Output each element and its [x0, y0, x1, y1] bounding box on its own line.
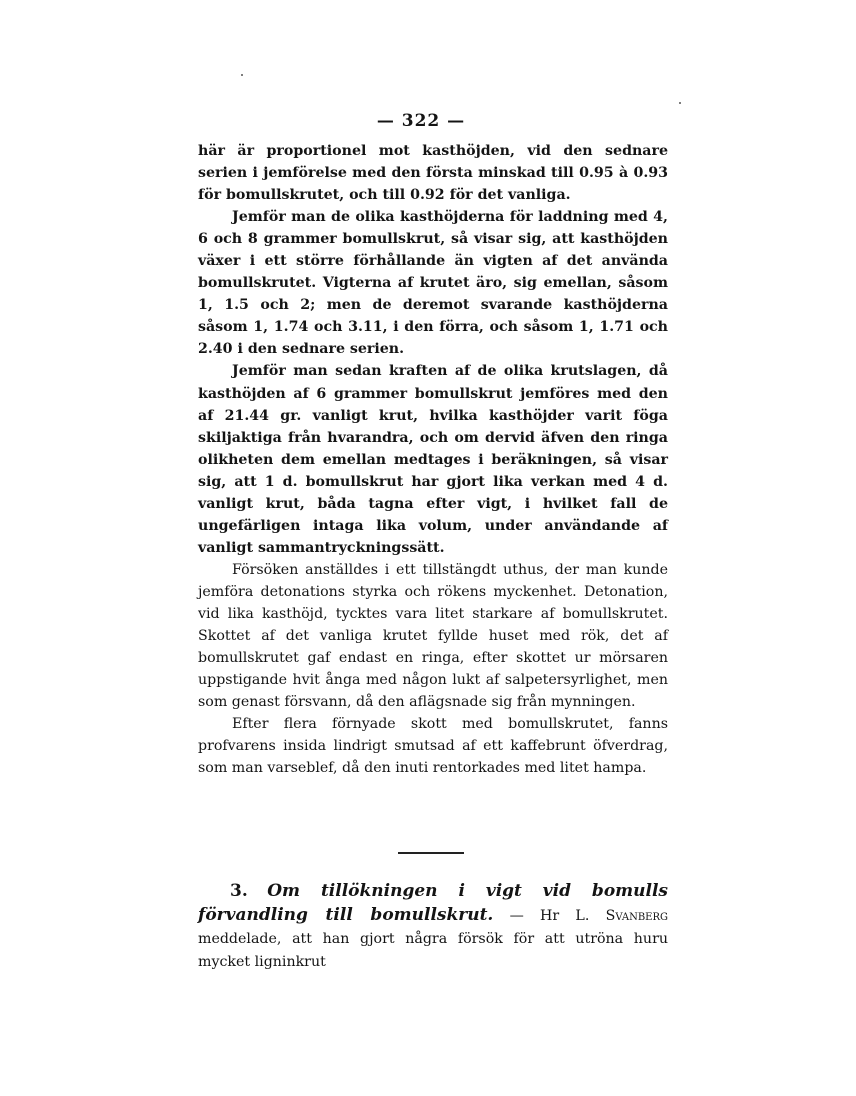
paragraph: Försöken anställdes i ett tillstängdt uthus, der man kunde jemföra detonations styrka och rökens myckenhet. Detonation, vid lika kasthöjd, tycktes vara litet starkare af bomullskrutet. Skottet af det vanliga krutet fyllde huset med rök, det af bomullskrutet gaf endast en ringa, efter skottet ur mörsaren uppstigande hvit ånga med någon lukt af salpetersyrlighet, men som genast försvann, då den aflägsnade sig från mynningen.	[198, 561, 668, 711]
paragraph: här är proportionel mot kasthöjden, vid den sednare serien i jemförelse med den första minskad till 0.95 à 0.93 för bomullskrutet, och till 0.92 för det vanliga.	[198, 143, 668, 204]
section-author: Svanberg	[605, 908, 668, 924]
body-text	[198, 140, 668, 779]
section-title: Om tillökningen i vigt vid bomulls förvandling till bomullskrut.	[198, 881, 668, 925]
ink-speck	[241, 74, 243, 76]
paragraph: Jemför man sedan kraften af de olika krutslagen, då kasthöjden af 6 grammer bomullskrut jemföres med den af 21.44 gr. vanligt krut, hvilka kasthöjder varit föga skiljaktiga från hvarandra, och om dervid äfven den ringa olikheten dem emellan medtages i beräkningen, så visar sig, att 1 d. bomullskrut har gjort lika verkan med 4 d. vanligt krut, båda tagna efter vigt, i hvilket fall de ungefärligen intaga lika volum, under användande af vanligt sammantryckningssätt.	[198, 363, 668, 556]
section-divider	[398, 852, 464, 854]
section-paragraph	[198, 880, 668, 974]
section-dash: —	[493, 908, 541, 924]
section-author-prefix: Hr L.	[540, 908, 606, 924]
ink-speck	[679, 102, 681, 104]
section	[198, 880, 668, 974]
section-text: meddelade, att han gjort några försök för att utröna huru mycket ligninkrut	[198, 931, 668, 970]
paragraph: Jemför man de olika kasthöjderna för laddning med 4, 6 och 8 grammer bomullskrut, så visar sig, att kasthöjden växer i ett större förhållande än vigten af det använda bomullskrutet. Vigterna af krutet äro, sig emellan, såsom 1, 1.5 och 2; men de deremot svarande kasthöjderna såsom 1, 1.74 och 3.11, i den förra, och såsom 1, 1.71 och 2.40 i den sednare serien.	[198, 209, 668, 358]
page-number: — 322 —	[376, 111, 466, 131]
paragraph: Efter flera förnyade skott med bomullskrutet, fanns profvarens insida lindrigt smutsad af ett kaffebrunt öfverdrag, som man varseblef, då den inuti rentorkades med litet hampa.	[198, 716, 668, 777]
section-number: 3.	[230, 881, 248, 901]
